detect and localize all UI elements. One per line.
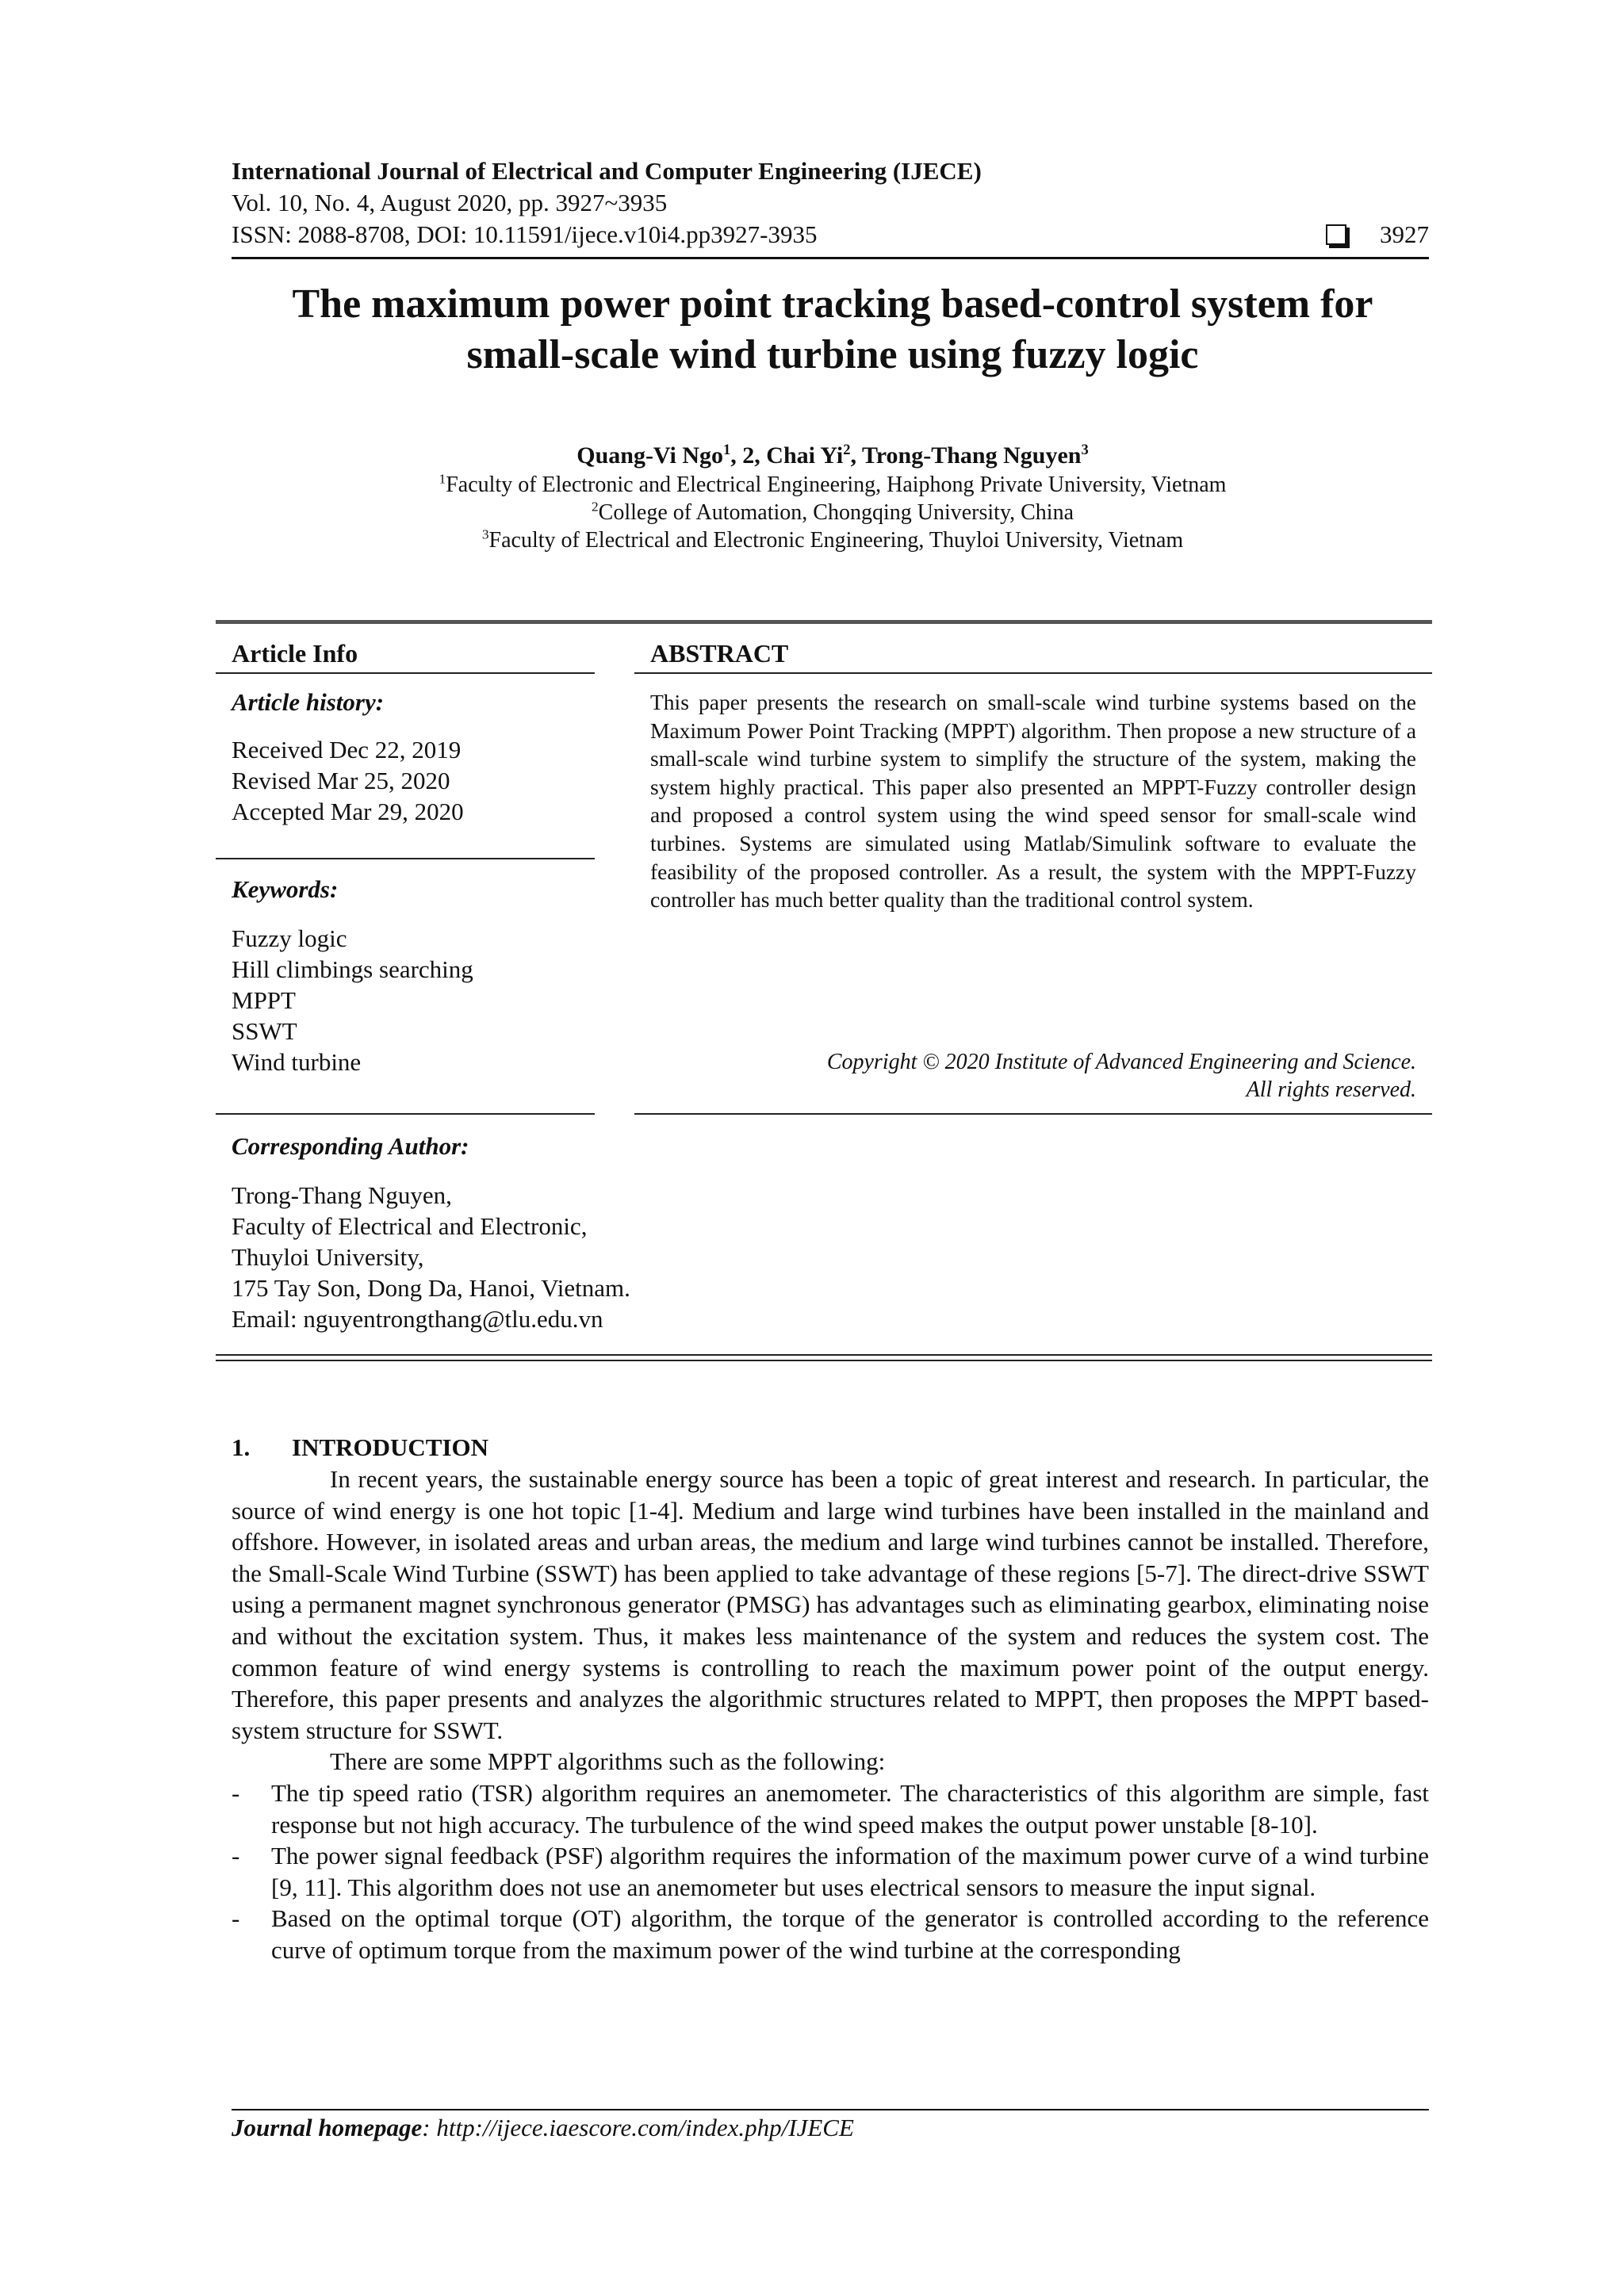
affiliation-1: $^1$Faculty of Electronic and Electrical Engineering, Haiphong Private University, Vietnam	[439, 471, 1227, 497]
square-bullet-icon	[1326, 224, 1346, 245]
journal-header	[232, 155, 1429, 251]
list-item: - The tip speed ratio (TSR) algorithm requires an anemometer. The characteristics of this algorithm are simple, fast response but not high accuracy. The turbulence of the wind speed makes the output power unstable [8-10].	[232, 1778, 1429, 1839]
keywords-label: Keywords:	[232, 875, 339, 903]
abstract-heading: ABSTRACT	[650, 639, 789, 668]
revised-date: Revised Mar 25, 2020	[232, 767, 450, 794]
keyword-item: Wind turbine	[232, 1048, 362, 1076]
paragraph: In recent years, the sustainable energy source has been a topic of great interest and research. In particular, the source of wind energy is one hot topic [1-4]. Medium and large wind turbines have been installed in the mainland and offshore. However, in isolated areas and urban areas, the medium and large wind turbines cannot be installed. Therefore, the Small-Scale Wind Turbine (SSWT) has been applied to take advantage of these regions [5-7]. The direct-drive SSWT using a permanent magnet synchronous generator (PMSG) has advantages such as eliminating gearbox, eliminating noise and without the excitation system. Thus, it makes less maintenance of the system and reduces the system cost. The common feature of wind energy systems is controlling to reach the maximum power point of the output energy. Therefore, this paper presents and analyzes the algorithmic structures related to MPPT, then proposes the MPPT based-system structure for SSWT.	[232, 1465, 1429, 1744]
accepted-date: Accepted Mar 29, 2020	[232, 798, 464, 825]
abstract-bottom-rule	[634, 1113, 1432, 1115]
author-1: Quang-Vi Ngo	[576, 442, 723, 469]
affiliation-3: $^3$Faculty of Electrical and Electronic Engineering, Thuyloi University, Vietnam	[481, 526, 1184, 553]
algorithm-list	[232, 1777, 1429, 1966]
journal-issn-doi: ISSN: 2088-8708, DOI: 10.11591/ijece.v10i4.pp3927-3935	[232, 220, 818, 248]
article-history-label: Article history:	[232, 688, 385, 716]
affiliation-2: $^2$College of Automation, Chongqing University, China	[591, 499, 1074, 525]
journal-name: International Journal of Electrical and Computer Engineering (IJECE)	[232, 157, 982, 185]
corresponding-author-faculty: Faculty of Electrical and Electronic,	[232, 1212, 588, 1240]
list-item: - Based on the optimal torque (OT) algorithm, the torque of the generator is controlled according to the reference curve of optimum torque from the maximum power of the wind turbine at the corresponding	[232, 1904, 1429, 1964]
article-info-heading: Article Info	[232, 639, 358, 668]
article-info-rule	[216, 672, 595, 674]
keyword-item: Hill climbings searching	[232, 955, 473, 983]
corresponding-author-address: 175 Tay Son, Dong Da, Hanoi, Vietnam.	[232, 1274, 630, 1302]
abstract-text: This paper presents the research on small-scale wind turbine systems based on the Maximum Power Point Tracking (MPPT) algorithm. Then propose a new structure of a small-scale wind turbine system to simplify the structure of the system, making the system highly practical. This paper also presented an MPPT-Fuzzy controller design and proposed a control system using the wind speed sensor for small-scale wind turbines. Systems are simulated using Matlab/Simulink software to evaluate the feasibility of the proposed controller. As a result, the system with the MPPT-Fuzzy controller has much better quality than the traditional control system.	[650, 690, 1416, 913]
keyword-item: Fuzzy logic	[232, 924, 347, 952]
page-number: 3927	[1380, 220, 1429, 248]
journal-homepage-link[interactable]: : http://ijece.iaescore.com/index.php/IJECE	[422, 2114, 854, 2141]
corresponding-author-details	[232, 1180, 630, 1334]
corresponding-author-name: Trong-Thang Nguyen,	[232, 1181, 452, 1209]
author-list: Quang-Vi Ngo$^1$, 2, Chai Yi$^2$, Trong-Thang Nguyen$^3$	[576, 442, 1089, 469]
author-2: , 2, Chai Yi	[730, 442, 844, 469]
corresponding-author-email: Email: nguyentrongthang@tlu.edu.vn	[232, 1305, 603, 1333]
journal-homepage: Journal homepage: http://ijece.iaescore.com/index.php/IJECE	[232, 2114, 854, 2141]
corresponding-author-university: Thuyloi University,	[232, 1243, 424, 1271]
header-rule	[232, 257, 1429, 259]
info-bottom-rule-1	[216, 1354, 1432, 1356]
corresponding-author-label: Corresponding Author:	[232, 1132, 469, 1160]
title-line-2: small-scale wind turbine using fuzzy logic	[466, 332, 1199, 377]
paper-title	[159, 279, 1507, 381]
title-line-1: The maximum power point tracking based-control system for	[292, 281, 1373, 327]
info-bottom-rule-2	[216, 1360, 1432, 1361]
footer-rule	[232, 2109, 1429, 2110]
abstract-rule	[634, 672, 1432, 674]
keyword-item: MPPT	[232, 986, 296, 1014]
introduction-body	[232, 1464, 1429, 1966]
paragraph: There are some MPPT algorithms such as the following:	[330, 1747, 886, 1776]
keywords-rule	[216, 1113, 595, 1115]
list-item: - The power signal feedback (PSF) algorithm requires the information of the maximum power curve of a wind turbine [9, 11]. This algorithm does not use an anemometer but uses electrical sensors to measure the input signal.	[232, 1842, 1429, 1901]
keyword-item: SSWT	[232, 1017, 297, 1045]
copyright-notice: Copyright © 2020 Institute of Advanced Engineering and Science. All rights reserved.	[826, 1050, 1416, 1102]
author-3: , Trong-Thang Nguyen	[850, 442, 1082, 469]
received-date: Received Dec 22, 2019	[232, 736, 462, 763]
journal-volume: Vol. 10, No. 4, August 2020, pp. 3927~3935	[232, 189, 668, 216]
affiliations	[159, 471, 1507, 554]
article-history	[232, 734, 464, 827]
keyword-list	[232, 923, 473, 1077]
info-top-rule	[216, 620, 1432, 624]
section-heading-introduction: 1. INTRODUCTION	[232, 1433, 489, 1461]
history-rule	[216, 858, 595, 859]
